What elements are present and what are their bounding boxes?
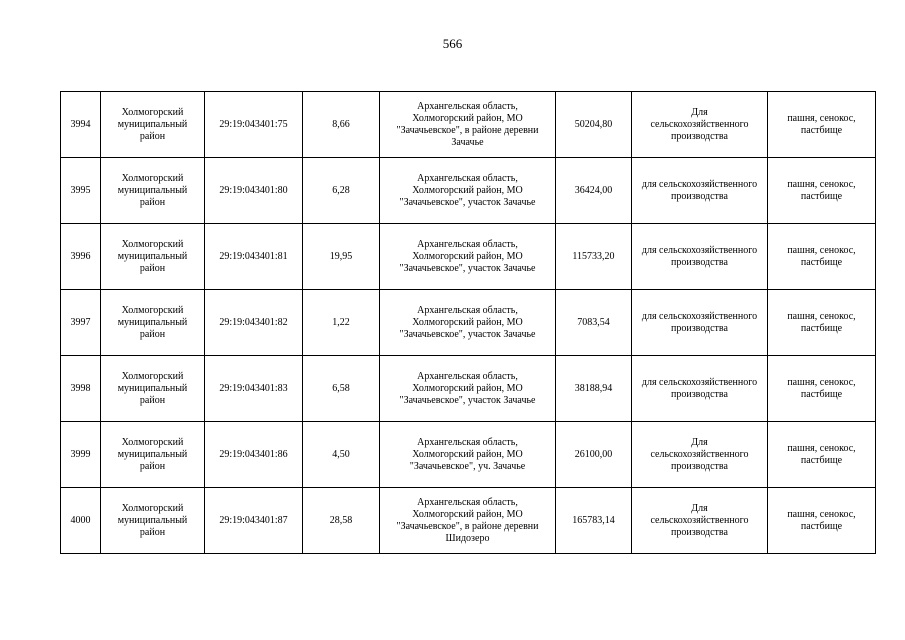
cadastral-number: 29:19:043401:83 (205, 356, 303, 422)
cadastral-number: 29:19:043401:87 (205, 488, 303, 554)
land-type: пашня, сенокос, пастбище (768, 290, 876, 356)
row-number: 3997 (61, 290, 101, 356)
row-number: 3994 (61, 92, 101, 158)
cadastral-cost: 7083,54 (556, 290, 632, 356)
cadastral-number: 29:19:043401:80 (205, 158, 303, 224)
land-plots-table (60, 91, 876, 554)
row-number: 3999 (61, 422, 101, 488)
plot-address: Архангельская область, Холмогорский район, МО "Зачачьевское", в районе деревни Шидозеро (380, 488, 556, 554)
plot-size: 6,58 (303, 356, 380, 422)
permitted-use: Для сельскохозяйственного производства (632, 422, 768, 488)
permitted-use: для сельскохозяйственного производства (632, 224, 768, 290)
plot-address: Архангельская область, Холмогорский район, МО "Зачачьевское", участок Зачачье (380, 290, 556, 356)
cadastral-number: 29:19:043401:86 (205, 422, 303, 488)
table-row (61, 290, 876, 356)
table-row (61, 224, 876, 290)
plot-size: 28,58 (303, 488, 380, 554)
municipal-area: Холмогорский муниципальный район (101, 92, 205, 158)
permitted-use: для сельскохозяйственного производства (632, 356, 768, 422)
cadastral-cost: 26100,00 (556, 422, 632, 488)
municipal-area: Холмогорский муниципальный район (101, 290, 205, 356)
permitted-use: для сельскохозяйственного производства (632, 290, 768, 356)
cadastral-cost: 36424,00 (556, 158, 632, 224)
municipal-area: Холмогорский муниципальный район (101, 224, 205, 290)
page-number: 566 (442, 36, 463, 51)
plot-size: 4,50 (303, 422, 380, 488)
row-number: 3995 (61, 158, 101, 224)
plot-size: 19,95 (303, 224, 380, 290)
municipal-area: Холмогорский муниципальный район (101, 488, 205, 554)
table-row (61, 92, 876, 158)
land-type: пашня, сенокос, пастбище (768, 158, 876, 224)
municipal-area: Холмогорский муниципальный район (101, 158, 205, 224)
cadastral-cost: 165783,14 (556, 488, 632, 554)
permitted-use: для сельскохозяйственного производства (632, 158, 768, 224)
municipal-area: Холмогорский муниципальный район (101, 356, 205, 422)
plot-address: Архангельская область, Холмогорский район, МО "Зачачьевское", участок Зачачье (380, 224, 556, 290)
land-type: пашня, сенокос, пастбище (768, 224, 876, 290)
plot-size: 1,22 (303, 290, 380, 356)
land-type: пашня, сенокос, пастбище (768, 92, 876, 158)
table-row (61, 422, 876, 488)
cadastral-number: 29:19:043401:81 (205, 224, 303, 290)
row-number: 3998 (61, 356, 101, 422)
table-row (61, 356, 876, 422)
row-number: 4000 (61, 488, 101, 554)
cadastral-cost: 115733,20 (556, 224, 632, 290)
cadastral-number: 29:19:043401:82 (205, 290, 303, 356)
permitted-use: Для сельскохозяйственного производства (632, 488, 768, 554)
land-type: пашня, сенокос, пастбище (768, 488, 876, 554)
plot-address: Архангельская область, Холмогорский район, МО "Зачачьевское", уч. Зачачье (380, 422, 556, 488)
permitted-use: Для сельскохозяйственного производства (632, 92, 768, 158)
land-type: пашня, сенокос, пастбище (768, 356, 876, 422)
plot-size: 6,28 (303, 158, 380, 224)
table-row (61, 158, 876, 224)
plot-address: Архангельская область, Холмогорский район, МО "Зачачьевское", в районе деревни Зачачье (380, 92, 556, 158)
plot-address: Архангельская область, Холмогорский район, МО "Зачачьевское", участок Зачачье (380, 356, 556, 422)
plot-address: Архангельская область, Холмогорский район, МО "Зачачьевское", участок Зачачье (380, 158, 556, 224)
municipal-area: Холмогорский муниципальный район (101, 422, 205, 488)
table-row (61, 488, 876, 554)
row-number: 3996 (61, 224, 101, 290)
land-type: пашня, сенокос, пастбище (768, 422, 876, 488)
cadastral-number: 29:19:043401:75 (205, 92, 303, 158)
cadastral-cost: 50204,80 (556, 92, 632, 158)
plot-size: 8,66 (303, 92, 380, 158)
cadastral-cost: 38188,94 (556, 356, 632, 422)
